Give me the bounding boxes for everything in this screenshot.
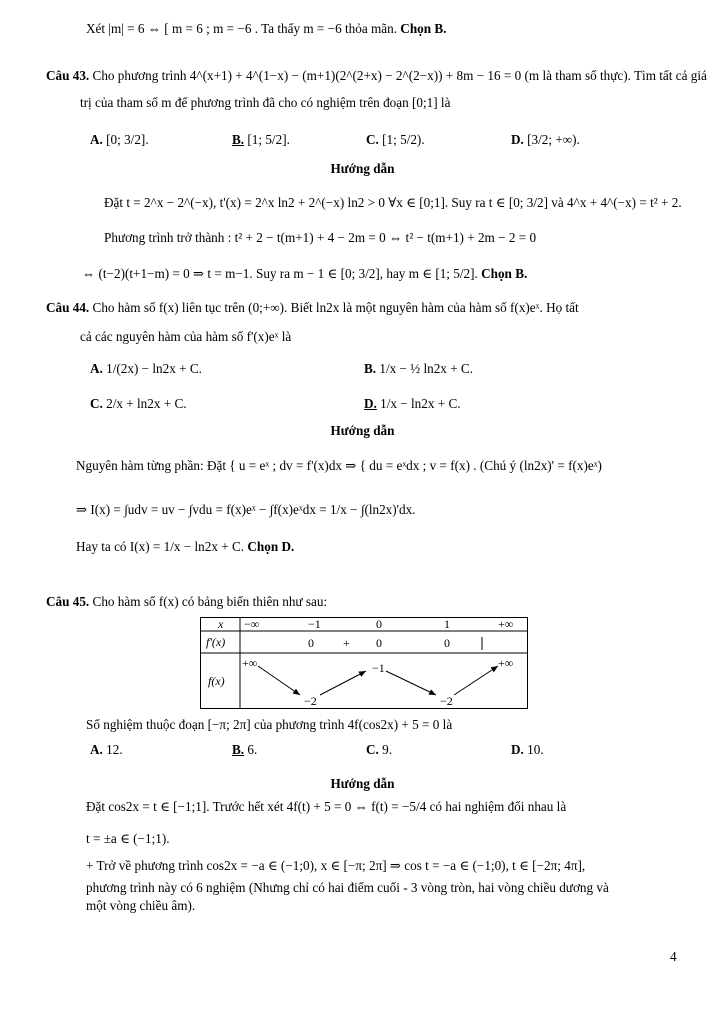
option-d bbox=[511, 741, 544, 759]
option-text: [1; 5/2). bbox=[382, 132, 425, 147]
option-label: B. bbox=[232, 132, 245, 147]
guide-heading: Hướng dẫn bbox=[330, 161, 395, 176]
solution-text: ⇔ (t−2)(t+1−m) = 0 ⇒ t = m−1. Suy ra m − 1 ∈ [0; 3/2], hay m ∈ [1; 5/2]. bbox=[82, 266, 478, 281]
x-value: +∞ bbox=[498, 617, 514, 631]
x-value: 0 bbox=[376, 617, 382, 631]
question-label: Câu 44. bbox=[46, 300, 90, 315]
question-text: Cho hàm số f(x) có bảng biến thiên như sau: bbox=[92, 594, 328, 609]
option-b bbox=[232, 131, 290, 149]
option-text: 10. bbox=[527, 742, 544, 757]
option-text: 1/(2x) − ln2x + C. bbox=[106, 361, 202, 376]
answer-choice: Chọn B. bbox=[481, 266, 528, 281]
f-value: −2 bbox=[440, 694, 453, 708]
option-label: D. bbox=[364, 396, 377, 411]
x-value: −∞ bbox=[244, 617, 260, 631]
solution-line: Nguyên hàm từng phần: Đặt { u = eˣ ; dv = f'(x)dx ⇒ { du = eˣdx ; v = f(x) . (Chú ý (ln2x)' = f(x)eˣ) bbox=[76, 458, 602, 473]
option-b bbox=[364, 360, 473, 378]
option-label: A. bbox=[90, 361, 103, 376]
option-a bbox=[90, 741, 123, 759]
solution-line: phương trình này có 6 nghiệm (Nhưng chỉ có hai điểm cuối - 3 vòng tròn, hai vòng chiều dương và bbox=[86, 880, 609, 895]
solution-line: ⇒ I(x) = ∫udv = uv − ∫vdu = f(x)eˣ − ∫f(x)eˣdx = 1/x − ∫(ln2x)'dx. bbox=[76, 502, 416, 517]
decrease-arrow bbox=[386, 671, 436, 695]
option-label: C. bbox=[90, 396, 103, 411]
option-label: D. bbox=[511, 742, 524, 757]
answer-choice: Chọn D. bbox=[247, 539, 295, 554]
option-label: B. bbox=[364, 361, 377, 376]
option-text: 1/x − ln2x + C. bbox=[380, 396, 461, 411]
option-d bbox=[364, 395, 461, 413]
option-c bbox=[366, 741, 392, 759]
derivative-sign: + bbox=[343, 636, 350, 650]
f-value: +∞ bbox=[242, 656, 258, 670]
text-line: Xét |m| = 6 ⇔ [ m = 6 ; m = −6 . Ta thấy m = −6 thỏa mãn. bbox=[86, 21, 397, 36]
decrease-arrow bbox=[258, 666, 300, 695]
page-number: 4 bbox=[670, 949, 677, 964]
f-value: −2 bbox=[304, 694, 317, 708]
solution-line: t = ±a ∈ (−1;1). bbox=[86, 831, 170, 846]
answer-choice: Chọn B. bbox=[400, 21, 447, 36]
solution-line bbox=[82, 265, 527, 283]
question-label: Câu 45. bbox=[46, 594, 90, 609]
option-text: [1; 5/2]. bbox=[247, 132, 290, 147]
option-text: 2/x + ln2x + C. bbox=[106, 396, 187, 411]
option-text: 6. bbox=[247, 742, 258, 757]
derivative-sign: 0 bbox=[308, 636, 314, 650]
guide-heading: Hướng dẫn bbox=[330, 423, 395, 438]
x-value: −1 bbox=[308, 617, 321, 631]
solution-text: Hay ta có I(x) = 1/x − ln2x + C. bbox=[76, 539, 245, 554]
solution-line: một vòng chiều âm). bbox=[86, 898, 196, 913]
option-label: D. bbox=[511, 132, 524, 147]
guide-heading: Hướng dẫn bbox=[330, 776, 395, 791]
variation-table bbox=[200, 617, 528, 709]
option-label: C. bbox=[366, 742, 379, 757]
question-text: Cho hàm số f(x) liên tục trên (0;+∞). Biết ln2x là một nguyên hàm của hàm số f(x)eˣ. Họ tất bbox=[92, 300, 579, 315]
option-text: 12. bbox=[106, 742, 123, 757]
q44-stem bbox=[46, 299, 579, 317]
solution-line bbox=[76, 538, 294, 556]
f-value: −1 bbox=[372, 661, 385, 675]
row-label-derivative: f'(x) bbox=[206, 635, 226, 649]
option-c bbox=[90, 395, 187, 413]
row-label-function: f(x) bbox=[208, 674, 225, 688]
increase-arrow bbox=[454, 666, 498, 695]
increase-arrow bbox=[320, 671, 366, 695]
question-label: Câu 43. bbox=[46, 68, 90, 83]
solution-line: Phương trình trở thành : t² + 2 − t(m+1) + 4 − 2m = 0 ⇔ t² − t(m+1) + 2m − 2 = 0 bbox=[104, 230, 537, 245]
q45-stem bbox=[46, 593, 327, 611]
option-text: [0; 3/2]. bbox=[106, 132, 149, 147]
option-a bbox=[90, 131, 149, 149]
option-text: 1/x − ½ ln2x + C. bbox=[379, 361, 474, 376]
question-text: Cho phương trình 4^(x+1) + 4^(1−x) − (m+1)(2^(2+x) − 2^(2−x)) + 8m − 16 = 0 (m là tham số thực). Tìm tất cả giá bbox=[92, 68, 707, 83]
option-label: C. bbox=[366, 132, 379, 147]
solution-line: Đặt cos2x = t ∈ [−1;1]. Trước hết xét 4f(t) + 5 = 0 ⇔ f(t) = −5/4 có hai nghiệm đối nhau là bbox=[86, 799, 567, 814]
derivative-sign: 0 bbox=[444, 636, 450, 650]
question-text: Số nghiệm thuộc đoạn [−π; 2π] của phương trình 4f(cos2x) + 5 = 0 là bbox=[86, 717, 453, 732]
option-d bbox=[511, 131, 580, 149]
question-text: cả các nguyên hàm của hàm số f'(x)eˣ là bbox=[80, 329, 292, 344]
solution-line: Đặt t = 2^x − 2^(−x), t'(x) = 2^x ln2 + 2^(−x) ln2 > 0 ∀x ∈ [0;1]. Suy ra t ∈ [0; 3/2] và 4^x + 4^(−x) = t² + 2. bbox=[104, 195, 682, 210]
row-label-x: x bbox=[218, 617, 224, 631]
solution-line: + Trở về phương trình cos2x = −a ∈ (−1;0), x ∈ [−π; 2π] ⇒ cos t = −a ∈ (−1;0), t ∈ [−2π; 4π], bbox=[86, 858, 586, 873]
option-label: A. bbox=[90, 742, 103, 757]
option-c bbox=[366, 131, 425, 149]
option-label: A. bbox=[90, 132, 103, 147]
f-value: +∞ bbox=[498, 656, 514, 670]
derivative-sign: 0 bbox=[376, 636, 382, 650]
q43-stem bbox=[46, 67, 707, 85]
option-b bbox=[232, 741, 257, 759]
x-value: 1 bbox=[444, 617, 450, 631]
question-text: trị của tham số m để phương trình đã cho có nghiệm trên đoạn [0;1] là bbox=[80, 95, 451, 110]
option-a bbox=[90, 360, 202, 378]
option-label: B. bbox=[232, 742, 245, 757]
q42-conclusion bbox=[86, 20, 446, 38]
option-text: 9. bbox=[382, 742, 393, 757]
option-text: [3/2; +∞). bbox=[527, 132, 580, 147]
